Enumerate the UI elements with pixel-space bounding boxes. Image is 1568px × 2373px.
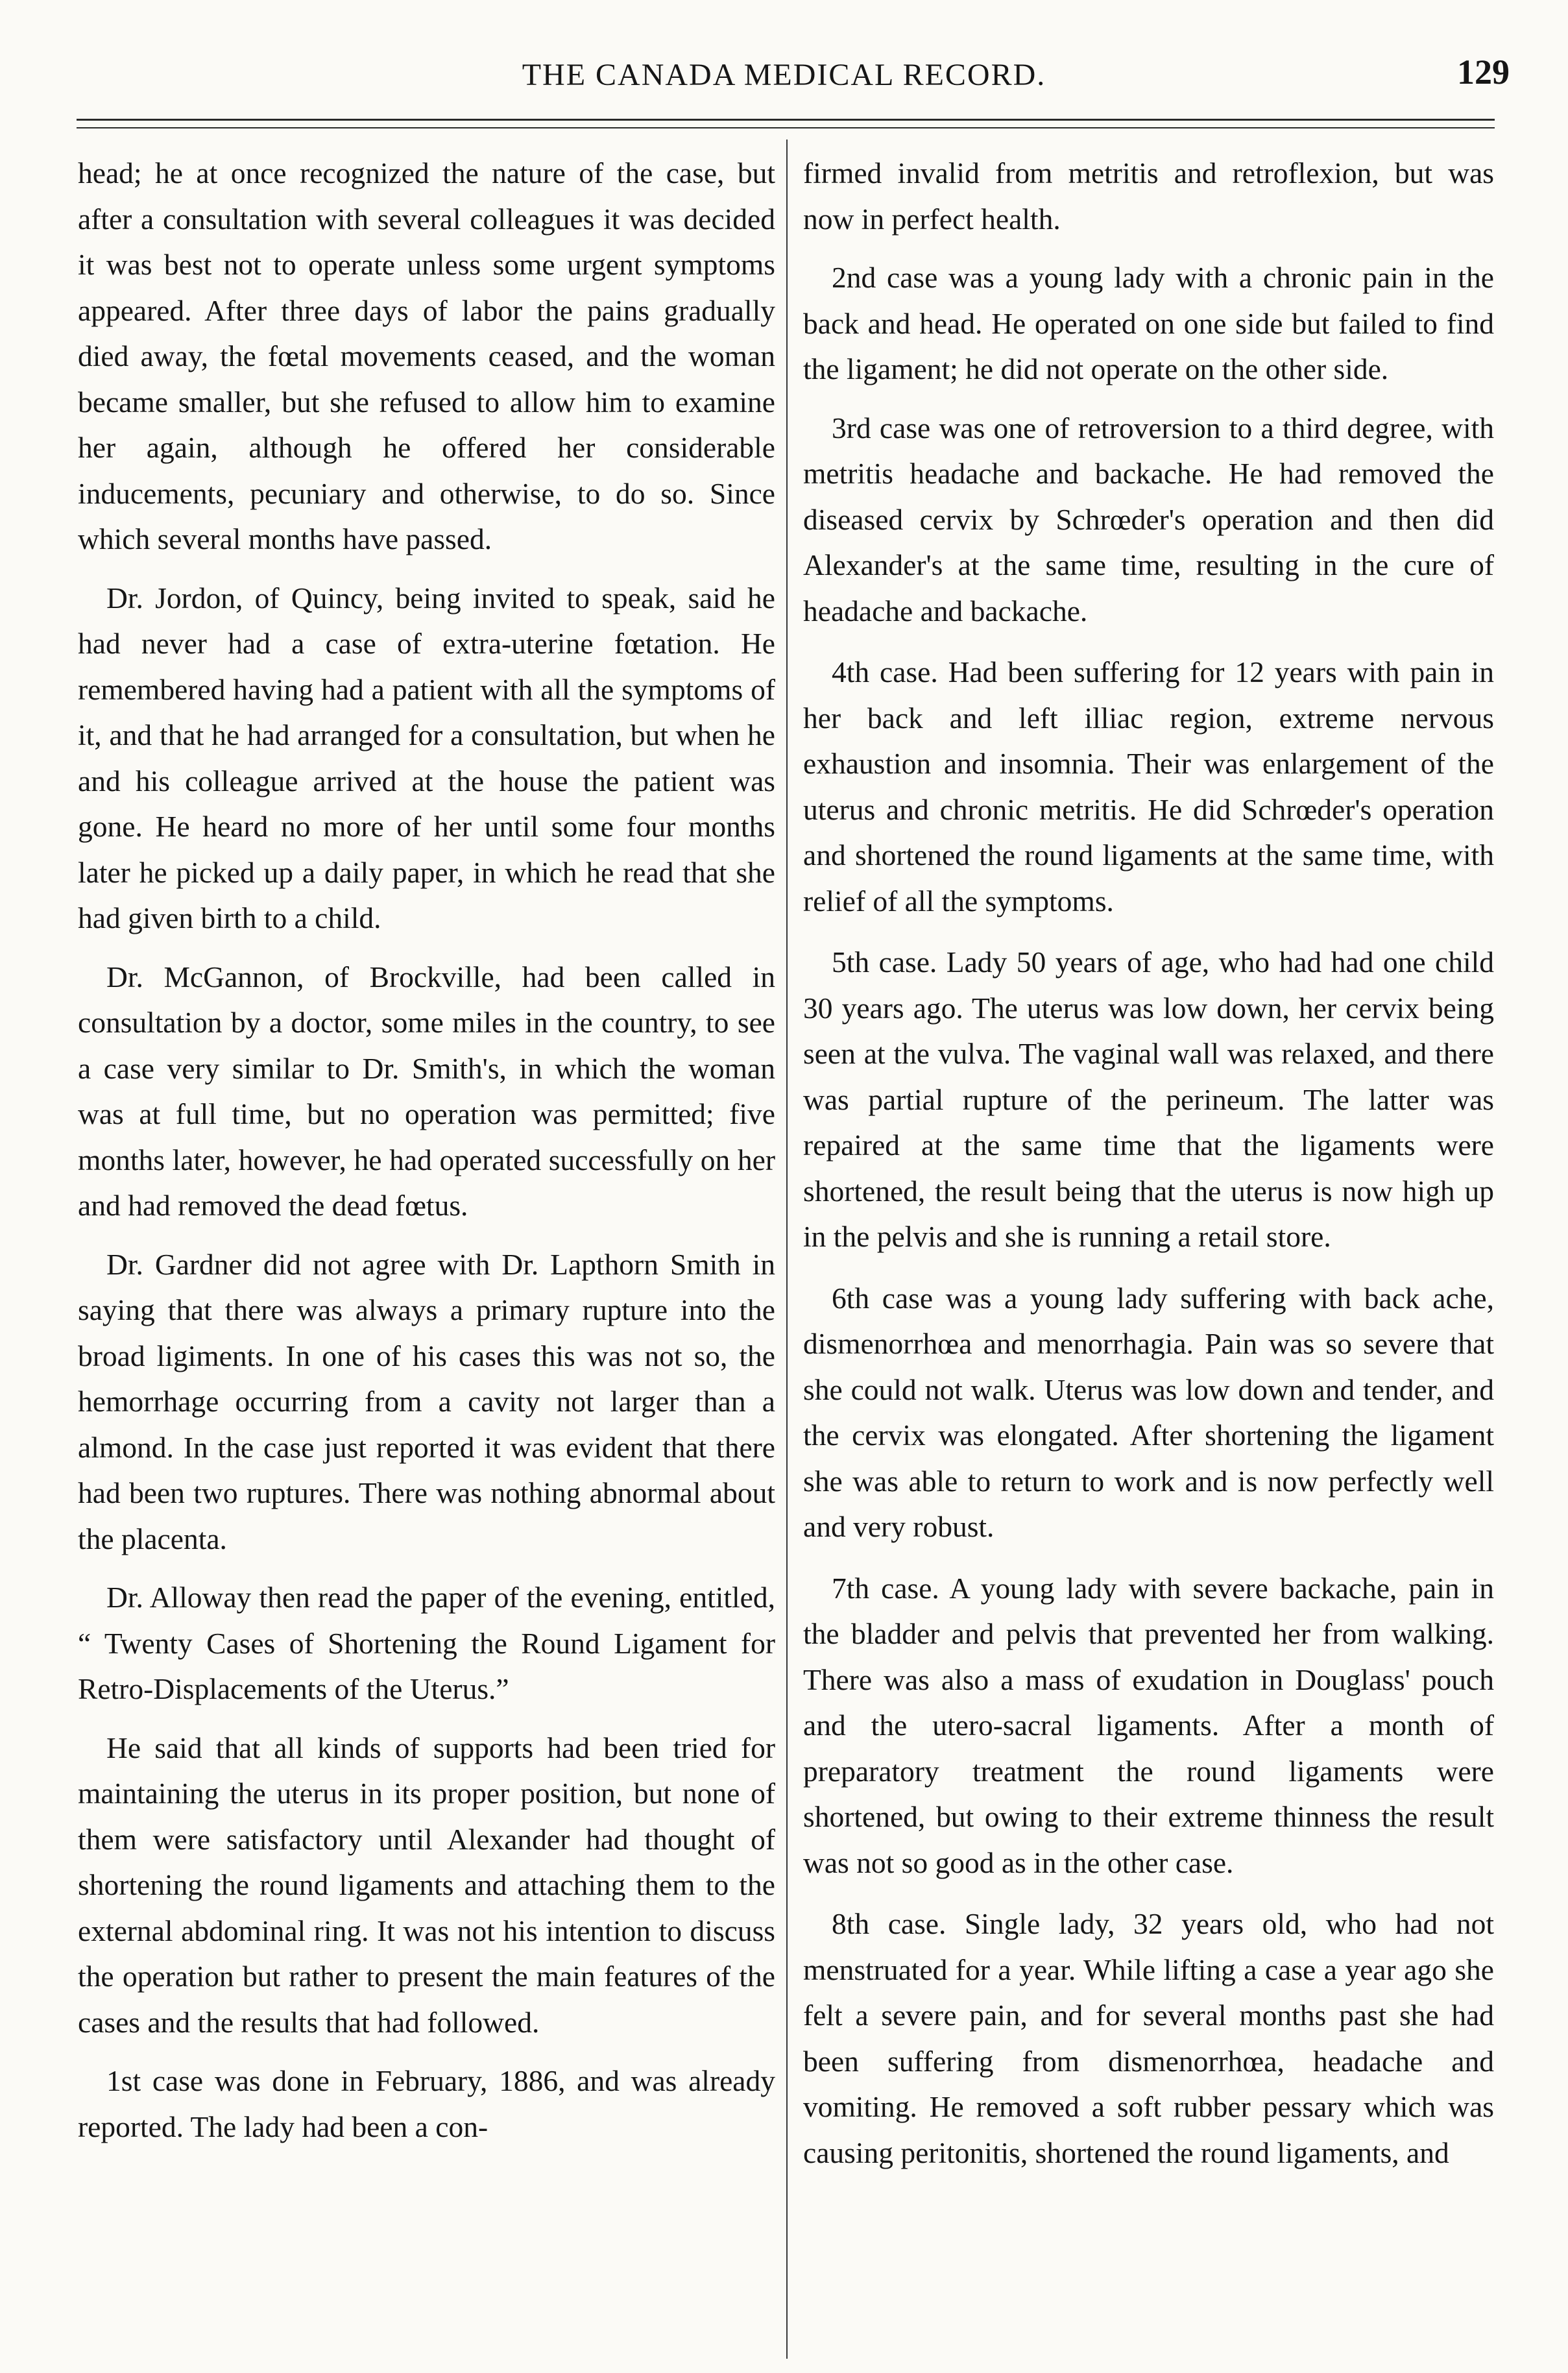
header-rule-thin [77, 127, 1495, 128]
running-head [0, 52, 1568, 104]
paragraph: 4th case. Had been suffering for 12 years with pain in her back and left illiac region, extreme nervous exhaustion and insomnia. Their was enlargement of the uterus and chronic metritis. He did Schrœder's operation and shortened the round ligaments at the same time, with relief of all the symptoms. [803, 655, 1494, 918]
column-divider [786, 140, 788, 2359]
paragraph: 1st case was done in February, 1886, and was already reported. The lady had been a con- [78, 2064, 775, 2143]
right-column [803, 151, 1494, 2189]
paragraph: 7th case. A young lady with severe backache, pain in the bladder and pelvis that prevented her from walking. There was also a mass of exudation in Douglass' pouch and the utero-sacral ligaments. After a month of preparatory treatment the round ligaments were shortened, but owing to their extreme thinness the result was not so good as in the other case. [803, 1571, 1494, 1879]
paragraph: Dr. Gardner did not agree with Dr. Lapthorn Smith in saying that there was always a primary rupture into the broad ligiments. In one of his cases this was not so, the hemorrhage occurring from a cavity not larger than a almond. In the case just reported it was evident that there had been two ruptures. There was nothing abnormal about the placenta. [78, 1247, 775, 1555]
paragraph: 5th case. Lady 50 years of age, who had had one child 30 years ago. The uterus was low down, her cervix being seen at the vulva. The vaginal wall was relaxed, and there was partial rupture of the perineum. The latter was repaired at the same time that the ligaments were shortened, the result being that the uterus is now high up in the pelvis and she is running a retail store. [803, 945, 1494, 1253]
paragraph: Dr. McGannon, of Brockville, had been called in consultation by a doctor, some miles in the country, to see a case very similar to Dr. Smith's, in which the woman was at full time, but no operation was permitted; five months later, however, he had operated successfully on her and had removed the dead fœtus. [78, 960, 775, 1222]
paragraph: Dr. Jordon, of Quincy, being invited to speak, said he had never had a case of extra-uterine fœtation. He remembered having had a patient with all the symptoms of it, and that he had arranged for a consultation, but when he and his colleague arrived at the house the patient was gone. He heard no more of her until some four months later he picked up a daily paper, in which he read that she had given birth to a child. [78, 581, 775, 934]
paragraph: He said that all kinds of supports had been tried for maintaining the uterus in its proper position, but none of them were satisfactory until Alexander had thought of shortening the round ligaments and attaching them to the external abdominal ring. It was not his intention to discuss the operation but rather to present the main features of the cases and the results that had followed. [78, 1731, 775, 2039]
paragraph: 3rd case was one of retroversion to a third degree, with metritis headache and backache. He had removed the diseased cervix by Schrœder's operation and then did Alexander's at the same time, resulting in the cure of headache and backache. [803, 411, 1494, 627]
journal-title: THE CANADA MEDICAL RECORD. [522, 58, 1046, 92]
page-number: 129 [1457, 53, 1510, 91]
left-column [78, 151, 775, 2163]
paragraph: firmed invalid from metritis and retroflexion, but was now in perfect health. [803, 156, 1494, 236]
header-rule [77, 119, 1495, 121]
paragraph: Dr. Alloway then read the paper of the evening, entitled, “ Twenty Cases of Shortening the Round Ligament for Retro-Displacements of the Uterus.” [78, 1581, 775, 1705]
paragraph: 8th case. Single lady, 32 years old, who had not menstruated for a year. While lifting a case a year ago she felt a severe pain, and for several months past she had been suffering from dismenorrhœa, headache and vomiting. He removed a soft rubber pessary which was causing peritonitis, shortened the round ligaments, and [803, 1907, 1494, 2169]
paragraph: head; he at once recognized the nature of the case, but after a consultation with several colleagues it was decided it was best not to operate unless some urgent symptoms appeared. After three days of labor the pains gradually died away, the fœtal movements ceased, and the woman became smaller, but she refused to allow him to examine her again, although he offered her considerable inducements, pecuniary and otherwise, to do so. Since which several months have passed. [78, 156, 775, 555]
paragraph: 2nd case was a young lady with a chronic pain in the back and head. He operated on one side but failed to find the ligament; he did not operate on the other side. [803, 261, 1494, 385]
paragraph: 6th case was a young lady suffering with back ache, dismenorrhœa and menorrhagia. Pain was so severe that she could not walk. Uterus was low down and tender, and the cervix was elongated. After shortening the ligament she was able to return to work and is now perfectly well and very robust. [803, 1281, 1494, 1543]
